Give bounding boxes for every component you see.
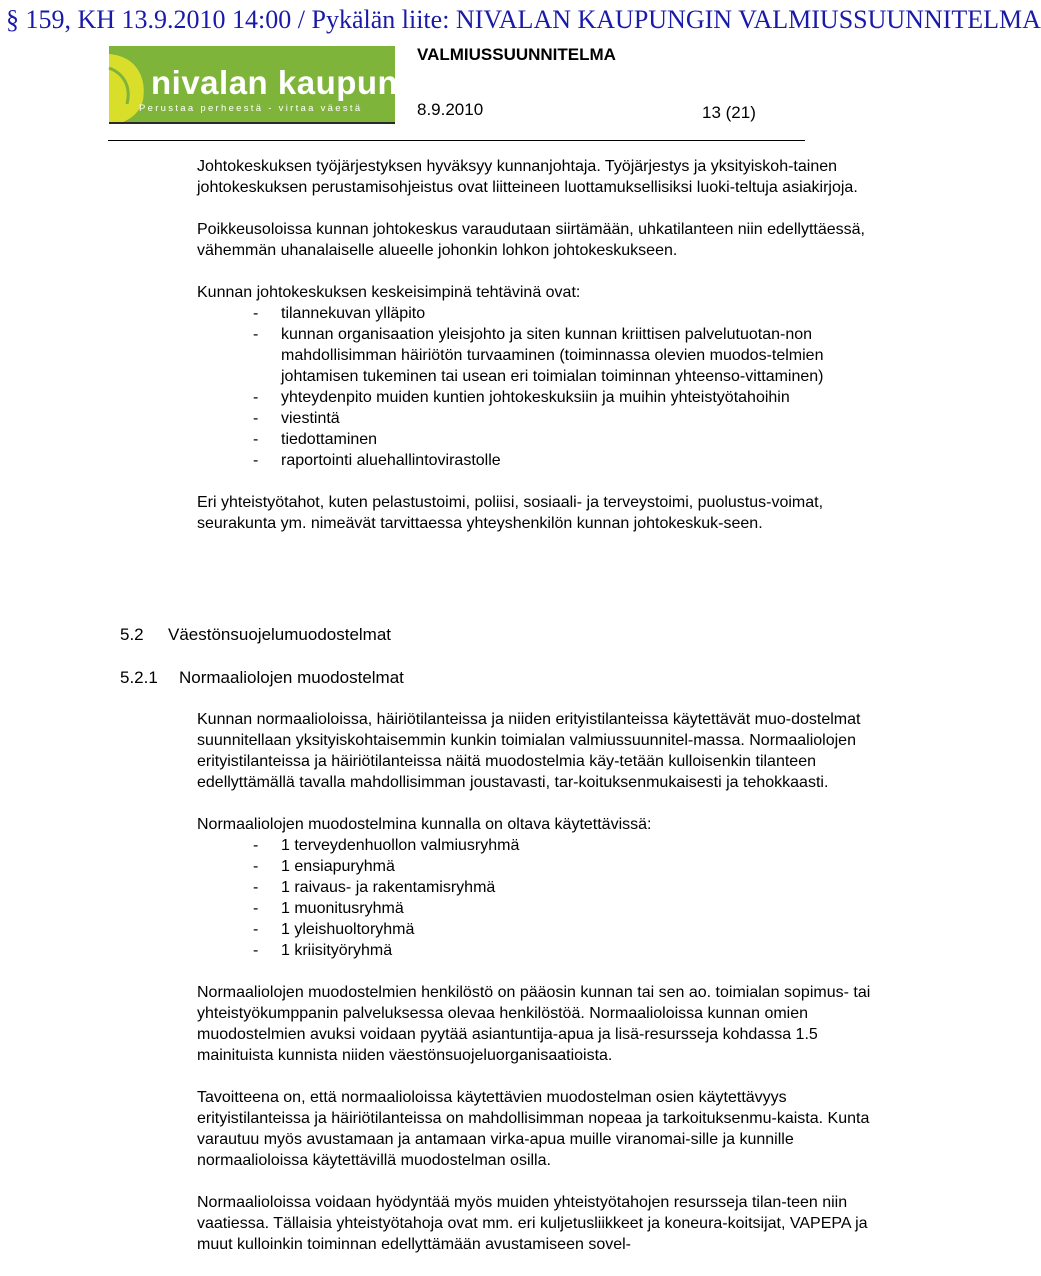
units-intro: Normaaliolojen muodostelmina kunnalla on oltava käytettävissä: — [197, 816, 652, 833]
units-list — [197, 835, 872, 961]
paragraph-formations: Kunnan normaalioloissa, häiriötilanteissa ja niiden erityistilanteissa käytettävät muo-dostelmat suunnitellaan yksityiskohtaisemmin kunkin toimialan valmiussuunnitel-massa. Normaaliolojen erityistilanteissa ja häiriötilanteissa näitä muodostelmia käy-tetään kulloisenkin tilanteen edellyttämällä tavalla mahdollisimman joustavasti, tar-koituksenmukaisesti ja tehokkaasti. — [197, 711, 861, 791]
list-item: - 1 raivaus- ja rakentamisryhmä — [253, 879, 496, 896]
list-item: - tiedottaminen — [253, 431, 378, 448]
list-item: - tilannekuvan ylläpito — [253, 305, 426, 322]
body-section-2 — [197, 709, 872, 1255]
section-number: 5.2.1 — [120, 668, 158, 687]
list-item: - raportointi aluehallintovirastolle — [253, 452, 501, 469]
paragraph-goal: Tavoitteena on, että normaalioloissa käytettävien muodostelman osien käytettävyys erityistilanteissa ja häiriötilanteissa on mahdollisimman nopeaa ja tarkoituksenmu-kaista. Kunta varautuu myös avustamaan ja antamaan virka-apua muille viranomai-sille ja kunnille normaalioloissa käytettävillä muodostelman osilla. — [197, 1089, 870, 1169]
list-item: - viestintä — [253, 410, 340, 427]
paragraph-resources: Normaalioloissa voidaan hyödyntää myös muiden yhteistyötahojen resursseja tilan-teen niin vaatiessa. Tällaisia yhteistyötahoja ovat mm. eri kuljetusliikkeet ja koneura-koitsijat, VAPEPA ja muut kulloinkin toiminnan edellyttämään avustamiseen sovel- — [197, 1194, 868, 1253]
meeting-banner: § 159, KH 13.9.2010 14:00 / Pykälän liite: NIVALAN KAUPUNGIN VALMIUSSUUNNITELMA — [6, 5, 1041, 34]
list-item: - 1 kriisityöryhmä — [253, 942, 393, 959]
page-number: 13 (21) — [702, 103, 756, 122]
list-item: - 1 ensiapuryhmä — [253, 858, 395, 875]
section-title: Normaaliolojen muodostelmat — [179, 668, 404, 687]
paragraph-relocation: Poikkeusoloissa kunnan johtokeskus varaudutaan siirtämään, uhkatilanteen niin edellyttäessä, vähemmän uhanalaiselle alueelle johonkin lohkon johtokeskukseen. — [197, 221, 865, 259]
paragraph-personnel: Normaaliolojen muodostelmien henkilöstö on pääosin kunnan tai sen ao. toimialan sopimus- tai yhteistyökumppanin palveluksessa olevaa henkilöstöä. Normaalioloissa kunnan omien muodostelmien avuksi voidaan pyytää asiantuntija-apua ja lisä-resursseja kohdassa 1.5 mainituista kunnista niiden väestönsuojeluorganisaatioista. — [197, 984, 871, 1064]
document-title: VALMIUSSUUNNITELMA — [417, 45, 616, 64]
tasks-list — [197, 303, 872, 471]
section-title: Väestönsuojelumuodostelmat — [168, 625, 392, 644]
logo-underline — [109, 122, 395, 124]
city-logo — [109, 46, 427, 122]
logo-name: nivalan kaupunki — [151, 64, 427, 101]
list-item: - 1 terveydenhuollon valmiusryhmä — [253, 837, 520, 854]
section-number: 5.2 — [120, 625, 144, 644]
header-divider — [108, 140, 805, 141]
list-item: - kunnan organisaation yleisjohto ja siten kunnan kriittisen palvelutuotan-non mahdollisimman häiriötön turvaaminen (toiminnassa olevien muodos-telmien johtamisen tukeminen tai usean eri toimialan toiminnan yhteenso-vittaminen) — [253, 326, 824, 385]
document-date: 8.9.2010 — [417, 100, 484, 119]
logo-slogan: Perustaa perheestä - virtaa väestä — [139, 103, 363, 114]
list-item: - 1 yleishuoltoryhmä — [253, 921, 415, 938]
paragraph-work-order: Johtokeskuksen työjärjestyksen hyväksyy kunnanjohtaja. Työjärjestys ja yksityiskoh-tainen johtokeskuksen perustamisohjeistus ovat liitteineen luottamuksellisiksi luoki-teltuja asiakirjoja. — [197, 158, 858, 196]
list-item: - 1 muonitusryhmä — [253, 900, 404, 917]
body-section-1 — [197, 156, 872, 534]
tasks-intro: Kunnan johtokeskuksen keskeisimpinä tehtävinä ovat: — [197, 284, 581, 301]
list-item: - yhteydenpito muiden kuntien johtokeskuksiin ja muihin yhteistyötahoihin — [253, 389, 790, 406]
paragraph-partners: Eri yhteistyötahot, kuten pelastustoimi, poliisi, sosiaali- ja terveystoimi, puolustus-voimat, seurakunta ym. nimeävät tarvittaessa yhteyshenkilön kunnan johtokeskuk-seen. — [197, 494, 824, 532]
